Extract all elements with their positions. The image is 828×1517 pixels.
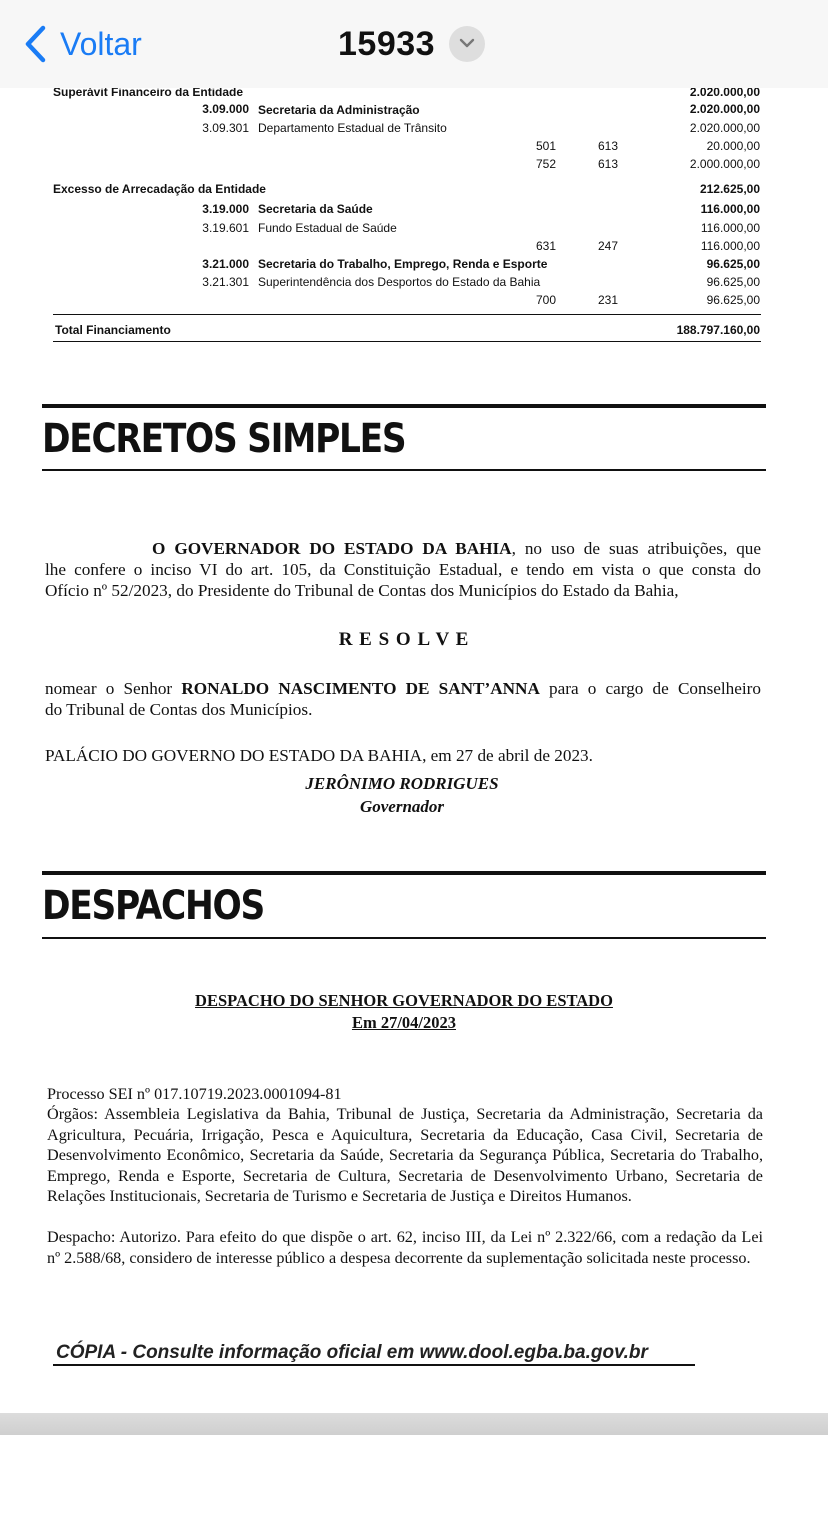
decree-intro-bold: O GOVERNADOR DO ESTADO DA BAHIA (152, 539, 512, 558)
table-total-label: Total Financiamento (55, 323, 171, 337)
table-cell-col2: 247 (598, 239, 619, 253)
table-row-value: 116.000,00 (700, 221, 760, 235)
table-cell-col2: 613 (598, 157, 619, 171)
section-rule-top (42, 871, 766, 875)
table-row-code: 3.19.000 (202, 202, 249, 216)
document-page (0, 88, 828, 1413)
despacho-texto: Despacho: Autorizo. Para efeito do que dispõe o art. 62, inciso III, da Lei nº 2.322/66, com a redação da Lei nº 2.588/68, considero de interesse público a despesa decorrente da suplementação solicitada neste processo. (47, 1228, 763, 1267)
table-row-desc: Secretaria da Saúde (258, 202, 373, 216)
table-row-value: 2.000.000,00 (689, 157, 760, 171)
decree-nomear-pre: nomear o Senhor (45, 679, 182, 698)
decree-intro-line-2: lhe confere o inciso VI do art. 105, da Constituição Estadual, e tendo em vista o que consta do (45, 560, 761, 579)
decree-palacio: PALÁCIO DO GOVERNO DO ESTADO DA BAHIA, em 27 de abril de 2023. (45, 746, 593, 765)
section-heading-despachos: DESPACHOS (42, 883, 264, 929)
decree-nomear (45, 678, 761, 720)
decree-intro-rest: , no uso de suas atribuições, que (511, 539, 762, 558)
table-row-label: Superávit Financeiro da Entidade (53, 88, 244, 99)
copy-note: CÓPIA - Consulte informação oficial em www.dool.egba.ba.gov.br (56, 1342, 648, 1363)
document-title[interactable] (338, 22, 485, 66)
table-row-desc: Secretaria da Administração (258, 103, 420, 117)
decree-resolve: R E S O L V E (338, 629, 470, 650)
despacho-processo: Processo SEI nº 017.10719.2023.0001094-81 (47, 1085, 342, 1103)
table-row-code: 3.09.301 (202, 121, 249, 135)
table-cell-col1: 501 (536, 139, 557, 153)
table-row-label: Excesso de Arrecadação da Entidade (53, 182, 266, 196)
table-row-value: 212.625,00 (699, 182, 760, 196)
table-row-value: 96.625,00 (706, 293, 760, 307)
table-row-desc: Secretaria do Trabalho, Emprego, Renda e Esporte (258, 257, 548, 271)
decree-signer-title: Governador (359, 797, 445, 816)
footer-rule (53, 1364, 695, 1366)
decree-intro (45, 538, 761, 601)
chevron-left-icon (24, 25, 46, 63)
table-row-desc: Superintendência dos Desportos do Estado da Bahia (258, 275, 541, 289)
table-row-value: 2.020.000,00 (689, 121, 760, 135)
table-row-code: 3.09.000 (202, 102, 249, 116)
back-button[interactable] (24, 22, 142, 66)
table-row-desc: Fundo Estadual de Saúde (258, 221, 397, 235)
back-label: Voltar (60, 25, 142, 62)
despacho-orgaos: Órgãos: Assembleia Legislativa da Bahia, Tribunal de Justiça, Secretaria da Administração, Secretaria da Agricultura, Pecuária, Irrigação, Pesca e Aquicultura, Secretaria da Educação, Casa Civil, Secretaria de Desenvolvimento Econômico, Secretaria da Saúde, Secretaria da Segurança Pública, Secretaria do Trabalho, Emprego, Renda e Esporte, Secretaria de Cultura, Secretaria de Desenvolvimento Urbano, Secretaria de Relações Institucionais, Secretaria de Turismo e Secretaria de Justiça e Direitos Humanos. (47, 1105, 763, 1205)
table-row-value: 20.000,00 (706, 139, 760, 153)
document-title-text: 15933 (338, 24, 436, 63)
decree-nomear-name: RONALDO NASCIMENTO DE SANT’ANNA (181, 679, 540, 698)
table-total-value: 188.797.160,00 (676, 323, 760, 337)
decree-nomear-line-2: do Tribunal de Contas dos Municípios. (45, 700, 313, 719)
section-heading-decretos: DECRETOS SIMPLES (42, 416, 406, 462)
table-cell-col2: 613 (598, 139, 619, 153)
page-bottom-edge (0, 1413, 828, 1435)
table-row-value: 96.625,00 (706, 257, 760, 271)
section-rule-top (42, 404, 766, 408)
table-row-code: 3.19.601 (202, 221, 249, 235)
despacho-title: DESPACHO DO SENHOR GOVERNADOR DO ESTADO (195, 991, 613, 1010)
table-cell-col1: 752 (536, 157, 557, 171)
table-row-value: 116.000,00 (700, 239, 760, 253)
table-cell-col1: 631 (536, 239, 557, 253)
table-row-value: 2.020.000,00 (689, 88, 760, 99)
table-row-value: 116.000,00 (700, 202, 760, 216)
top-nav-bar (0, 0, 828, 88)
title-menu-button[interactable] (449, 26, 485, 62)
table-row-code: 3.21.301 (202, 275, 249, 289)
table-row-value: 96.625,00 (706, 275, 760, 289)
table-row-code: 3.21.000 (202, 257, 249, 271)
table-cell-col1: 700 (536, 293, 557, 307)
decree-nomear-post: para o cargo de Conselheiro (539, 679, 761, 698)
decree-signer: JERÔNIMO RODRIGUES (305, 774, 499, 793)
section-rule-bottom (42, 937, 766, 939)
despacho-date: Em 27/04/2023 (351, 1013, 457, 1032)
table-row-value: 2.020.000,00 (689, 102, 760, 116)
table-cell-col2: 231 (598, 293, 619, 307)
chevron-down-icon (459, 35, 475, 53)
decree-intro-line-3: Ofício nº 52/2023, do Presidente do Tribunal de Contas dos Municípios do Estado da Bahia, (45, 581, 679, 600)
section-rule-bottom (42, 469, 766, 471)
table-divider (53, 314, 761, 315)
table-divider (53, 341, 761, 342)
table-row-desc: Departamento Estadual de Trânsito (258, 121, 447, 135)
